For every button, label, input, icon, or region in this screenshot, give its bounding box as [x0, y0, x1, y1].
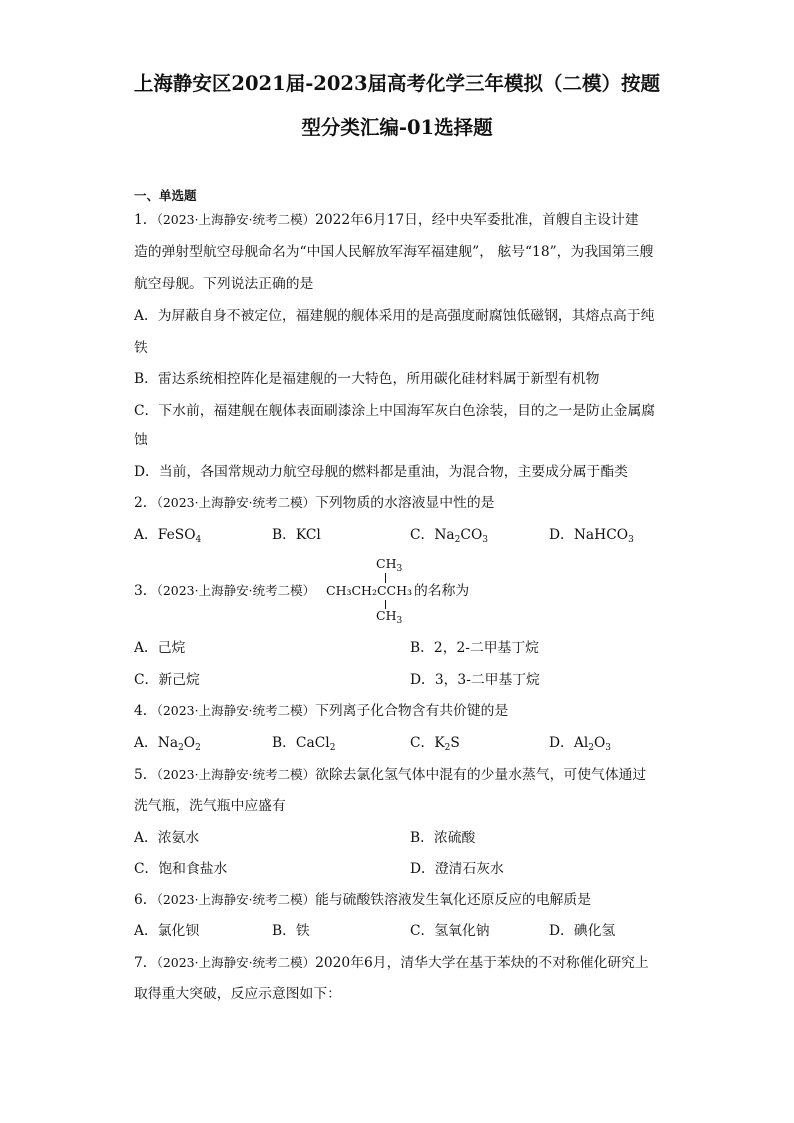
question-source: （2023·上海静安·统考二模）: [156, 583, 316, 598]
question-5-line-2: 洗气瓶，洗气瓶中应盛有: [134, 798, 286, 814]
page-title-line-2: 型分类汇编-01选择题: [301, 116, 493, 139]
question-4-option-d: D．$Al_2O_3$: [549, 735, 612, 753]
question-1-option-a: A．为屏蔽自身不被定位，福建舰的舰体采用的是高强度耐腐蚀低磁钢，其熔点高于纯: [134, 308, 655, 324]
question-2-stem: [134, 493, 664, 513]
question-5-option-d: D．澄清石灰水: [410, 861, 504, 877]
question-number: 5．: [134, 767, 157, 783]
question-number: 4．: [134, 703, 157, 719]
question-3-option-a: A．己烷: [134, 640, 186, 656]
question-1-option-d: D．当前，各国常规动力航空母舰的燃料都是重油，为混合物，主要成分属于酯类: [134, 464, 628, 480]
question-4-option-c: C．$K_2S$: [410, 735, 460, 753]
question-1-option-a-cont: 铁: [134, 340, 148, 356]
question-number: 3．: [134, 583, 157, 599]
question-text: 欲除去氯化氢气体中混有的少量水蒸气，可使气体通过: [315, 767, 647, 783]
question-4-option-b: B．CaCl$_2$: [272, 735, 336, 753]
question-6-stem: [134, 890, 664, 910]
question-6-option-d: D．碘化氢: [549, 923, 616, 939]
question-number: 6．: [134, 892, 157, 908]
question-7-line-2: 取得重大突破，反应示意图如下：: [134, 986, 341, 1002]
question-3-option-b: B．2，2-二甲基丁烷: [410, 640, 539, 656]
question-1-option-c-cont: 蚀: [134, 432, 148, 448]
question-source: （2023·上海静安·统考二模）: [156, 495, 316, 510]
question-number: 1．: [134, 212, 157, 228]
question-3-option-d: D．3，3-二甲基丁烷: [410, 672, 540, 688]
question-3-prefix: [134, 581, 315, 601]
question-text: 2020年6月，清华大学在基于苯炔的不对称催化研究上: [315, 955, 649, 971]
section-heading: 一、单选题: [134, 188, 197, 203]
question-text: 能与硫酸铁溶液发生氧化还原反应的电解质是: [315, 892, 592, 908]
question-source: （2023·上海静安·统考二模）: [156, 892, 316, 907]
question-text: 2022年6月17日，经中央军委批准，首艘自主设计建: [315, 212, 639, 228]
question-1-line-2: 造的弹射型航空母舰命名为“中国人民解放军海军福建舰”， 舷号“18”，为我国第三艘: [134, 244, 654, 260]
question-1-line-3: 航空母舰。下列说法正确的是: [134, 276, 314, 292]
question-6-option-a: A．氯化钡: [134, 923, 200, 939]
question-1-option-c: C．下水前，福建舰在舰体表面刷漆涂上中国海军灰白色涂装，目的之一是防止金属腐: [134, 403, 656, 419]
question-2-option-a: A．FeSO$_4$: [134, 527, 202, 545]
formula-top-methyl: $CH_3$: [376, 556, 403, 574]
question-4-stem: [134, 701, 664, 721]
question-5-option-c: C．饱和食盐水: [134, 861, 228, 877]
question-3-option-c: C．新己烷: [134, 672, 200, 688]
question-text: 下列物质的水溶液显中性的是: [315, 495, 495, 511]
question-2-option-d: D．NaHCO$_3$: [549, 527, 634, 545]
question-source: （2023·上海静安·统考二模）: [156, 767, 316, 782]
question-1-line-1: [134, 210, 664, 230]
question-5-option-a: A．浓氨水: [134, 830, 200, 846]
question-text: 下列离子化合物含有共价键的是: [315, 703, 509, 719]
question-1-option-b: B．雷达系统相控阵化是福建舰的一大特色，所用碳化硅材料属于新型有机物: [134, 371, 600, 387]
formula-main-chain: CH₃CH₂CCH₃: [326, 583, 412, 598]
question-source: （2023·上海静安·统考二模）: [156, 212, 316, 227]
question-6-option-b: B．铁: [272, 923, 310, 939]
formula-bottom-methyl: $CH_3$: [376, 608, 403, 626]
question-7-line-1: [134, 953, 664, 973]
question-source: （2023·上海静安·统考二模）: [156, 703, 316, 718]
question-5-line-1: [134, 765, 664, 785]
formula-bond-top: [385, 573, 386, 583]
question-2-option-b: B．KCl: [272, 527, 321, 543]
question-2-option-c: C．$Na_2CO_3$: [410, 527, 488, 545]
page-title-line-1: 上海静安区2021届-2023届高考化学三年模拟（二模）按题: [133, 72, 661, 95]
question-6-option-c: C．氢氧化钠: [410, 923, 490, 939]
structural-formula: [326, 556, 416, 626]
question-number: 2．: [134, 495, 157, 511]
question-3-stem: 的名称为: [414, 583, 470, 599]
question-source: （2023·上海静安·统考二模）: [156, 955, 316, 970]
question-4-option-a: A．$Na_2O_2$: [134, 735, 201, 753]
question-5-option-b: B．浓硫酸: [410, 830, 476, 846]
question-number: 7．: [134, 955, 157, 971]
